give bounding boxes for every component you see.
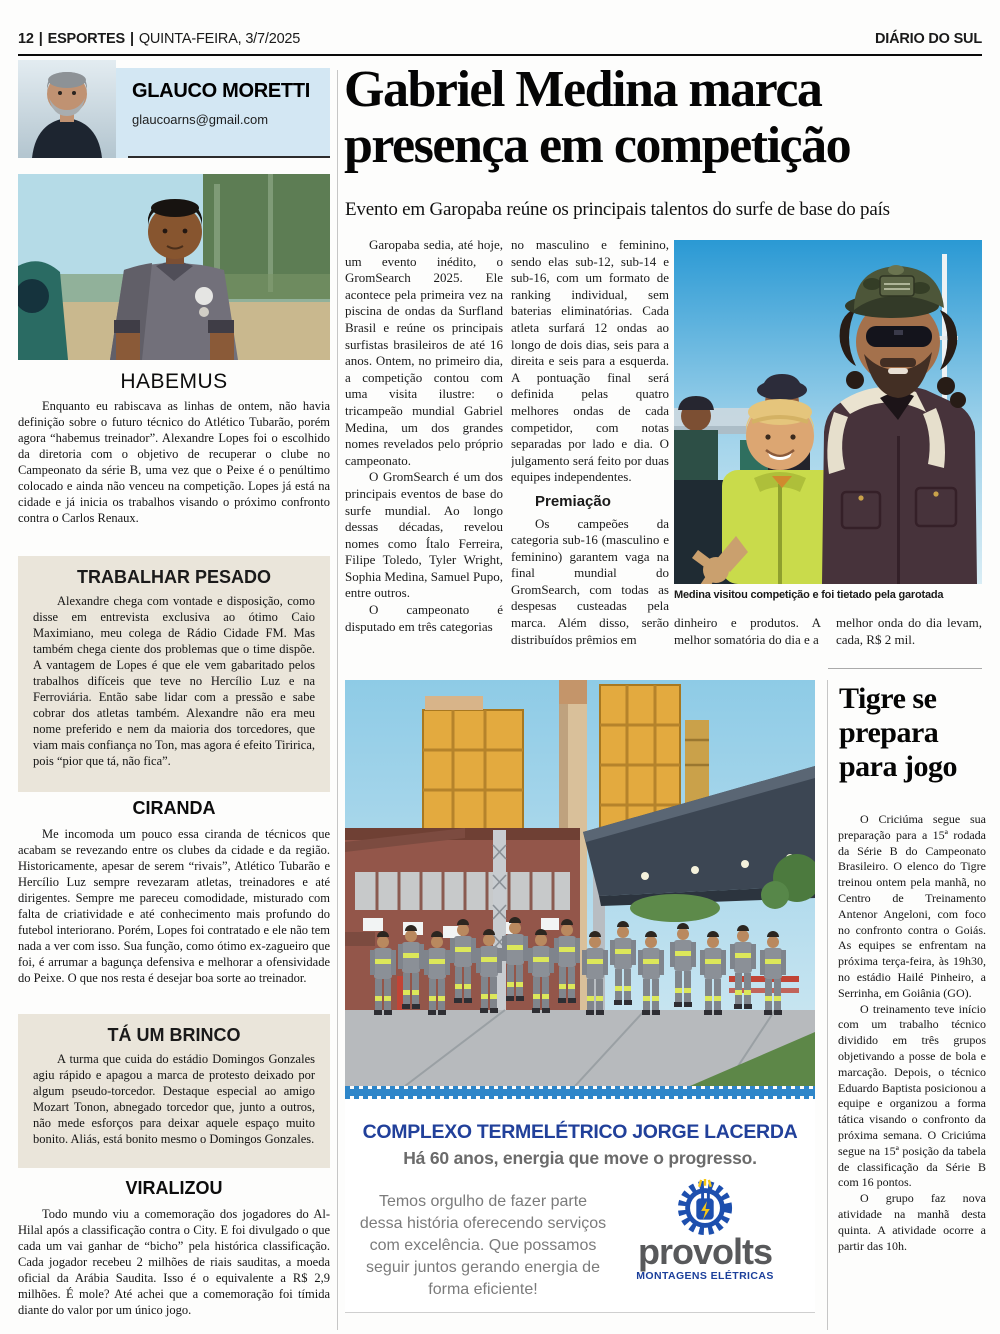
section-body-viralizou xyxy=(18,1206,330,1334)
section-body-trabalhar-pesado xyxy=(33,593,315,769)
section-body-habemus xyxy=(18,398,330,526)
trabalhar-paragraph: Alexandre chega com vontade e disposição, como disse em entrevista exclusiva ao ótimo Caio Maximiano, meu colega de Rádio Cidade FM. Mas também chega ciente dos problemas que o time dispõe. A vantagem de Lopes é que ele vem gabaritado pelos trabalhos difíceis que teve no Hercílio Luz e na Ferroviária. Então sabe lidar com a pressão e sabe cobrar dos atletas também. Alexandre não era meu nome preferido e nem da maioria dos torcedores, que viam mais confiança no Ton, mas agora é efeito Tiririca, pois “pior que tá, não fica”. xyxy=(33,594,315,768)
article-paragraph: O campeonato é disputado em três categorias xyxy=(345,602,503,634)
columnist-email: glaucoarns@gmail.com xyxy=(132,112,269,127)
page-number: 12 xyxy=(18,31,34,47)
tigre-paragraph: O treinamento teve início com um trabalho técnico dividido em três grupos objetivando a posse de bola e marcação. Depois, o técnico Eduardo Baptista posicionou a equipe e organizou a forma tática visando o confronto da próxima semana. O Criciúma segue na 15ª posição da tabela de classificação da Série B com 16 pontos. xyxy=(838,1001,986,1190)
ad-body-text: Temos orgulho de fazer parte dessa história oferecendo serviços com excelência. Que possamos seguir juntos gerando energia de forma eficiente! xyxy=(359,1193,607,1299)
medina-photo-illustration xyxy=(674,240,982,584)
power-plant-photo xyxy=(345,680,815,1086)
tigre-paragraph: O grupo faz nova atividade na manhã desta quinta. A atividade ocorre a partir das 10h. xyxy=(838,1191,986,1253)
article-paragraph: no masculino e feminino, sendo elas sub-12, sub-14 e sub-16, com um formato de ranking individual, sem baterias eliminatórias. Cada atleta surfará 12 ondas ao longo de dois dias, seis para a direita e seis para a esquerda. A pontuação final será definida pelas quatro melhores ondas de cada competidor, com notas separadas por lado e dia. O julgamento será feito por duas equipes independentes. xyxy=(511,237,669,485)
ad-brand-name: provolts xyxy=(637,1231,772,1272)
column-rule-left xyxy=(337,70,338,1330)
main-article-column-2 xyxy=(511,237,669,667)
section-title-ta-um-brinco: TÁ UM BRINCO xyxy=(107,1025,241,1045)
article-paragraph: Garopaba sedia, até hoje, um evento inédito, o GromSearch 2025. Ele acontece pela primeira vez na piscina de ondas da Surfland Brasil e reúne os principais surfistas brasileiros de até 16 anos. Ontem, no primeiro dia, a competição contou com uma visita ilustre: o tricampeão mundial Gabriel Medina, um dos grandes nomes revelados pelo próprio campeonato. xyxy=(345,237,503,468)
section-name: ESPORTES xyxy=(47,31,125,47)
viralizou-paragraph: Todo mundo viu a comemoração dos jogadores do Al-Hilal após a classificação contra o City. E foi divulgado o que cada um vai ganhar de “bicho” pela histórica classificação. Cada jogador recebeu 2 milhões de riais sauditas, a moeda oficial da Arábia Saudita. Isso é o equivalente a R$ 2,9 milhões. É mole? Até achei que a comemoração foi tímida diante do valor por um único jogo. xyxy=(18,1207,330,1317)
article-divider-rule xyxy=(828,668,982,669)
continuation-text: dinheiro e produtos. A melhor somatória do dia e a xyxy=(674,615,821,647)
power-plant-illustration xyxy=(345,680,815,1086)
ad-tagline: Há 60 anos, energia que move o progresso. xyxy=(403,1148,757,1168)
article-paragraph: Os campeões da categoria sub-16 (masculino e feminino) garantem vaga na final mundial do GromSearch, com todas as despesas custeadas pela marca. Além disso, serão distribuídos prêmios em xyxy=(511,515,669,647)
tigre-headline: Tigre se prepara para jogo xyxy=(839,682,957,783)
ad-brand-logo xyxy=(609,1179,801,1282)
advertisement xyxy=(345,1099,815,1313)
columnist-portrait-illustration xyxy=(18,60,116,158)
continuation-column-1 xyxy=(674,615,821,648)
page-header xyxy=(18,14,982,56)
article-paragraph: O GromSearch é um dos principais eventos de base do surfe mundial. Ao longo dessas décadas, revelou nomes como Ítalo Ferreira, Filipe Toledo, Tyler Wright, Sophia Medina, Samuel Pupo, entre outros. xyxy=(345,469,503,601)
provolts-gear-plug-icon xyxy=(674,1179,736,1237)
article-subhead: Premiação xyxy=(535,492,611,510)
main-article-column-1 xyxy=(345,237,503,667)
continuation-column-2 xyxy=(836,615,982,648)
continuation-text: melhor onda do dia levam, cada, R$ 2 mil. xyxy=(836,615,982,647)
brinco-paragraph: A turma que cuida do estádio Domingos Gonzales agiu rápido e apagou a marca de protesto deixado por algum pseudo-torcedor. Destaque especial ao amigo Mozart Tonon, abnegado torcedor que, junto a outros, não mede esforços para deixar aquele espaço muito bonito. Aliás, está bonito mesmo o Domingos Gonzales. xyxy=(33,1052,315,1146)
masthead: DIÁRIO DO SUL xyxy=(875,31,982,47)
columnist-photo xyxy=(18,60,116,158)
columnist-name: GLAUCO MORETTI xyxy=(132,80,311,102)
header-separator: | xyxy=(38,31,43,47)
section-title-ciranda: CIRANDA xyxy=(132,798,216,818)
habemus-paragraph: Enquanto eu rabiscava as linhas de ontem, não havia definição sobre o futuro técnico do Atlético Tubarão, porém agora “habemus treinador”. Alexandre Lopes foi o escolhido da diretoria com o objetivo de recuperar o clube no Campeonato da série B, uma vez que o Peixe é o penúltimo colocado e ainda não venceu na competição. Lopes já está na cidade e já inicia os trabalhos visando o próximo confronto contra o Carlos Renaux. xyxy=(18,399,330,525)
ad-title: COMPLEXO TERMELÉTRICO JORGE LACERDA xyxy=(362,1121,798,1143)
section-title-trabalhar-pesado: TRABALHAR PESADO xyxy=(76,567,271,587)
coach-photo-illustration xyxy=(18,174,330,360)
column-rule-right xyxy=(827,680,828,1330)
medina-photo xyxy=(674,240,982,584)
section-title-habemus: HABEMUS xyxy=(120,370,228,393)
section-body-ciranda xyxy=(18,826,330,986)
header-separator: | xyxy=(129,31,134,47)
tigre-article-body xyxy=(838,812,986,1334)
ad-zigzag-border xyxy=(345,1086,815,1099)
page-header-left xyxy=(18,31,300,47)
ciranda-paragraph: Me incomoda um pouco essa ciranda de técnicos que acabam se revezando entre os clubes da cidade e da região. Historicamente, apesar de serem “rivais”, Atlético Tubarão e Hercílio Luz sempre revezaram atletas, treinadores e até dirigentes. Sempre me pareceu comodidade, misturado com falta de criatividade e até conhecimento mais profundo do futebol interiorano. Porém, Lopes foi contratado e ele não tem nada a ver com isso. Sua função, como ótimo ex-zagueiro que foi, é arrumar a bagunça defensiva e melhorar a ofensividade do Peixe. O que nos resta é desejar boa sorte ao treinador. xyxy=(18,827,330,985)
section-box-trabalhar-pesado xyxy=(18,556,330,792)
main-deck: Evento em Garopaba reúne os principais talentos do surfe de base do país xyxy=(345,199,890,220)
coach-photo xyxy=(18,174,330,360)
ad-brand-subtitle: MONTAGENS ELÉTRICAS xyxy=(636,1270,774,1283)
edition-date: QUINTA-FEIRA, 3/7/2025 xyxy=(138,31,301,47)
photo-caption: Medina visitou competição e foi tietado pela garotada xyxy=(674,589,944,601)
section-box-ta-um-brinco xyxy=(18,1014,330,1168)
main-headline: Gabriel Medina marca presença em competição xyxy=(344,61,851,174)
section-title-viralizou: VIRALIZOU xyxy=(125,1178,223,1198)
section-body-ta-um-brinco xyxy=(33,1051,315,1147)
tigre-paragraph: O Criciúma segue sua preparação para a 15ª rodada da Série B do Campeonato Brasileiro. O elenco do Tigre treinou ontem pela manhã, no Centro de Treinamento Antenor Angeloni, com foco no confronto contra o Goiás. As equipes se enfrentam na próxima terça-feira, às 19h30, no estádio Hailé Pinheiro, a Serrinha, em Goiânia (GO). xyxy=(838,812,986,1000)
columnist-underline xyxy=(128,156,330,158)
